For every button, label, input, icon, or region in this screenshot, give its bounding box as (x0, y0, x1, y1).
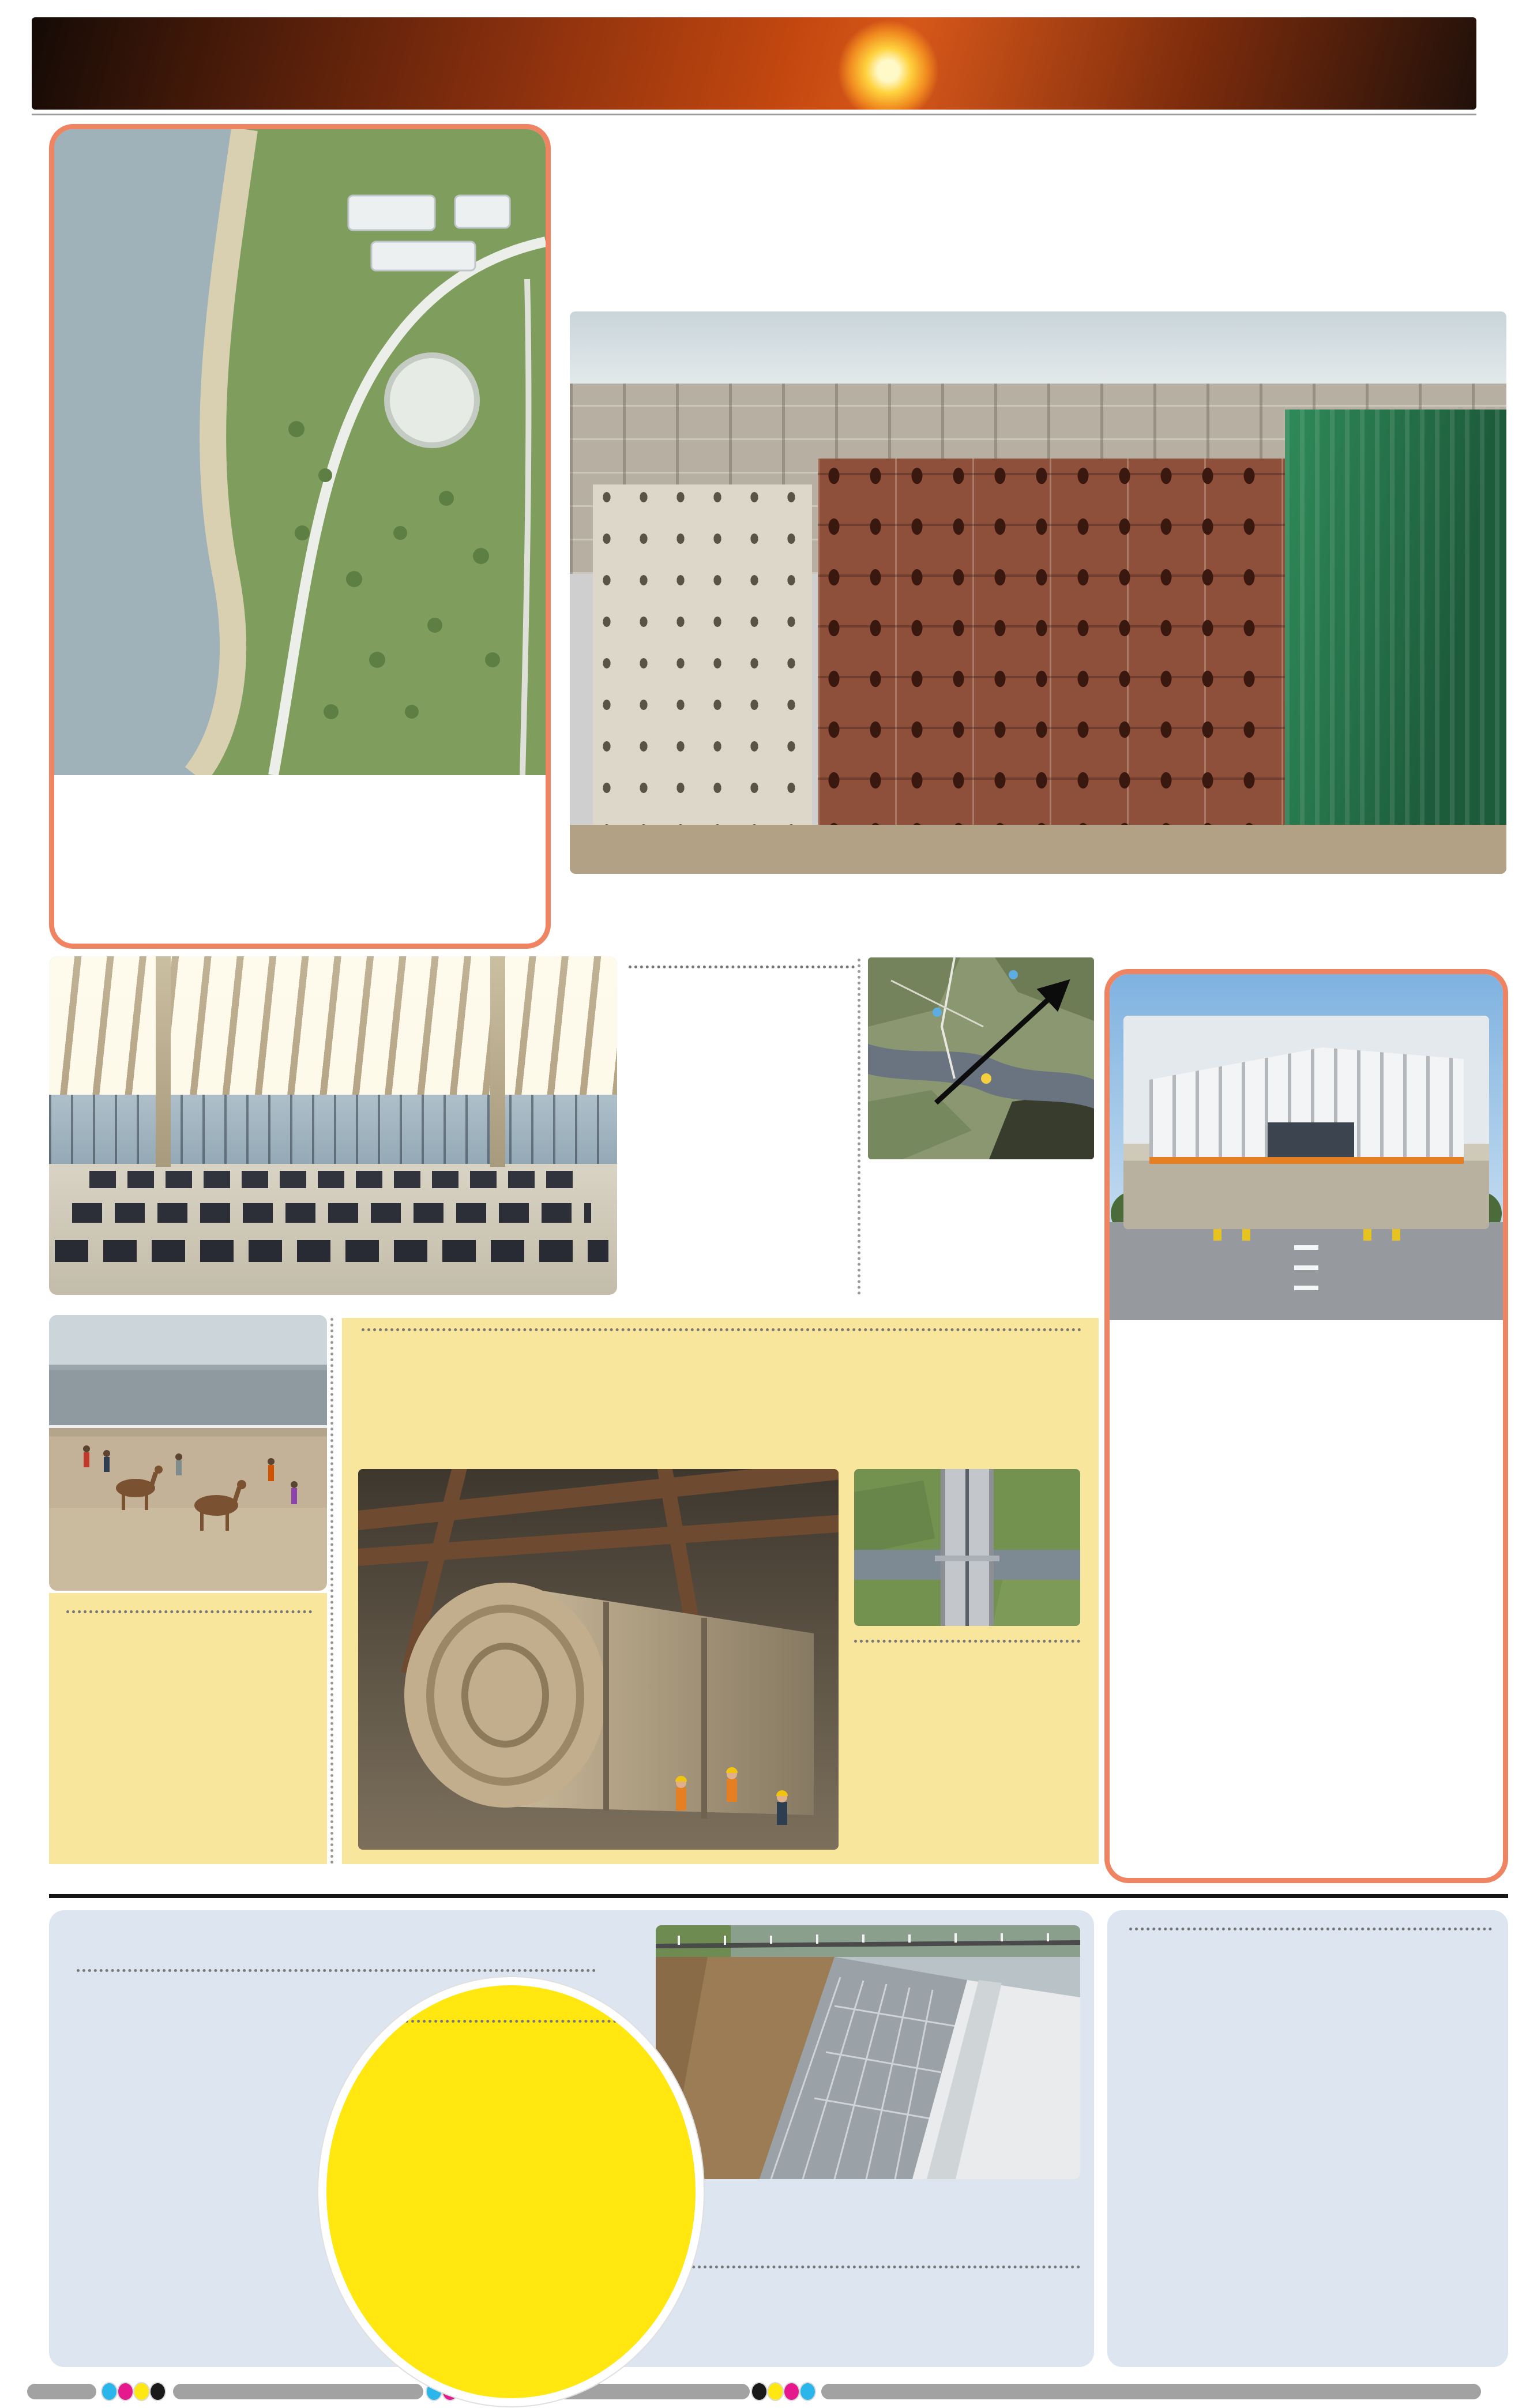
white-building (593, 484, 812, 831)
tbm-art (358, 1469, 839, 1850)
dreamcity-auditorium-box (1104, 969, 1508, 1883)
abhava-ubhrat-map (868, 957, 1094, 1159)
seating-row (89, 1171, 574, 1188)
header-banner (32, 17, 1476, 110)
metro-article-box (342, 1318, 1099, 1864)
black-dot (752, 2383, 766, 2400)
beach-figures-art (49, 1315, 327, 1591)
dumas-article-box (49, 124, 551, 949)
beach-article-box (49, 1593, 327, 1864)
abhava-column (868, 957, 1094, 1303)
column-separator (330, 1318, 333, 1864)
magenta-dot (118, 2383, 133, 2400)
vapi-hospital-circle (318, 1977, 704, 2406)
ground-strip (570, 825, 1506, 874)
dotted-rule (77, 1969, 596, 1972)
airport-terminal-photo (49, 956, 617, 1295)
yellow-dot (768, 2383, 783, 2400)
satellite-map-art (868, 957, 1094, 1159)
track-art (854, 1469, 1080, 1626)
dotted-rule (854, 1640, 1080, 1643)
dotted-rule (362, 1328, 1081, 1331)
seating-row (55, 1240, 608, 1262)
gandhi-smruti-bhavan-photo (570, 311, 1506, 874)
green-scaffold-net (1285, 410, 1506, 874)
bardoli-rto-box (1107, 1910, 1508, 2367)
magenta-dot (784, 2383, 799, 2400)
bardoli-body (1129, 1939, 1493, 2262)
yellow-dot (134, 2383, 149, 2400)
metro-elevated-track-photo (854, 1469, 1080, 1626)
black-dot (151, 2383, 165, 2400)
header-rule (32, 114, 1476, 115)
terminal-pillar (156, 956, 171, 1167)
section-divider (49, 1894, 1508, 1898)
terminal-ceiling (49, 956, 617, 1103)
dotted-rule (371, 2020, 651, 2023)
katargam-auditorium-photo (1123, 1016, 1489, 1229)
cyan-dot (102, 2383, 116, 2400)
expressway-bridge-photo (656, 1925, 1080, 2179)
column-separator (858, 959, 860, 1295)
dotted-rule (66, 1610, 312, 1613)
gray-bar (173, 2384, 423, 2399)
dumas-sea-phase-photo (54, 129, 546, 775)
metro-tbm-photo (358, 1469, 839, 1850)
suvali-beach-photo (49, 1315, 327, 1591)
terminal-glass-wall (49, 1095, 617, 1167)
dotted-rule (629, 966, 855, 968)
brick-building (818, 459, 1285, 831)
gray-bar (821, 2384, 1481, 2399)
sunset-sun-icon (836, 17, 940, 110)
seating-row (72, 1203, 591, 1223)
airport-article (629, 959, 855, 1295)
terminal-pillar (490, 956, 505, 1167)
gray-bar (27, 2384, 96, 2399)
auditorium-accent (1149, 1157, 1464, 1164)
dotted-rule (1129, 1928, 1492, 1930)
dumas-aerial-art (54, 129, 546, 775)
bridge-art (656, 1925, 1080, 2179)
barrage-article (854, 1634, 1080, 1856)
cyan-dot (800, 2383, 815, 2400)
